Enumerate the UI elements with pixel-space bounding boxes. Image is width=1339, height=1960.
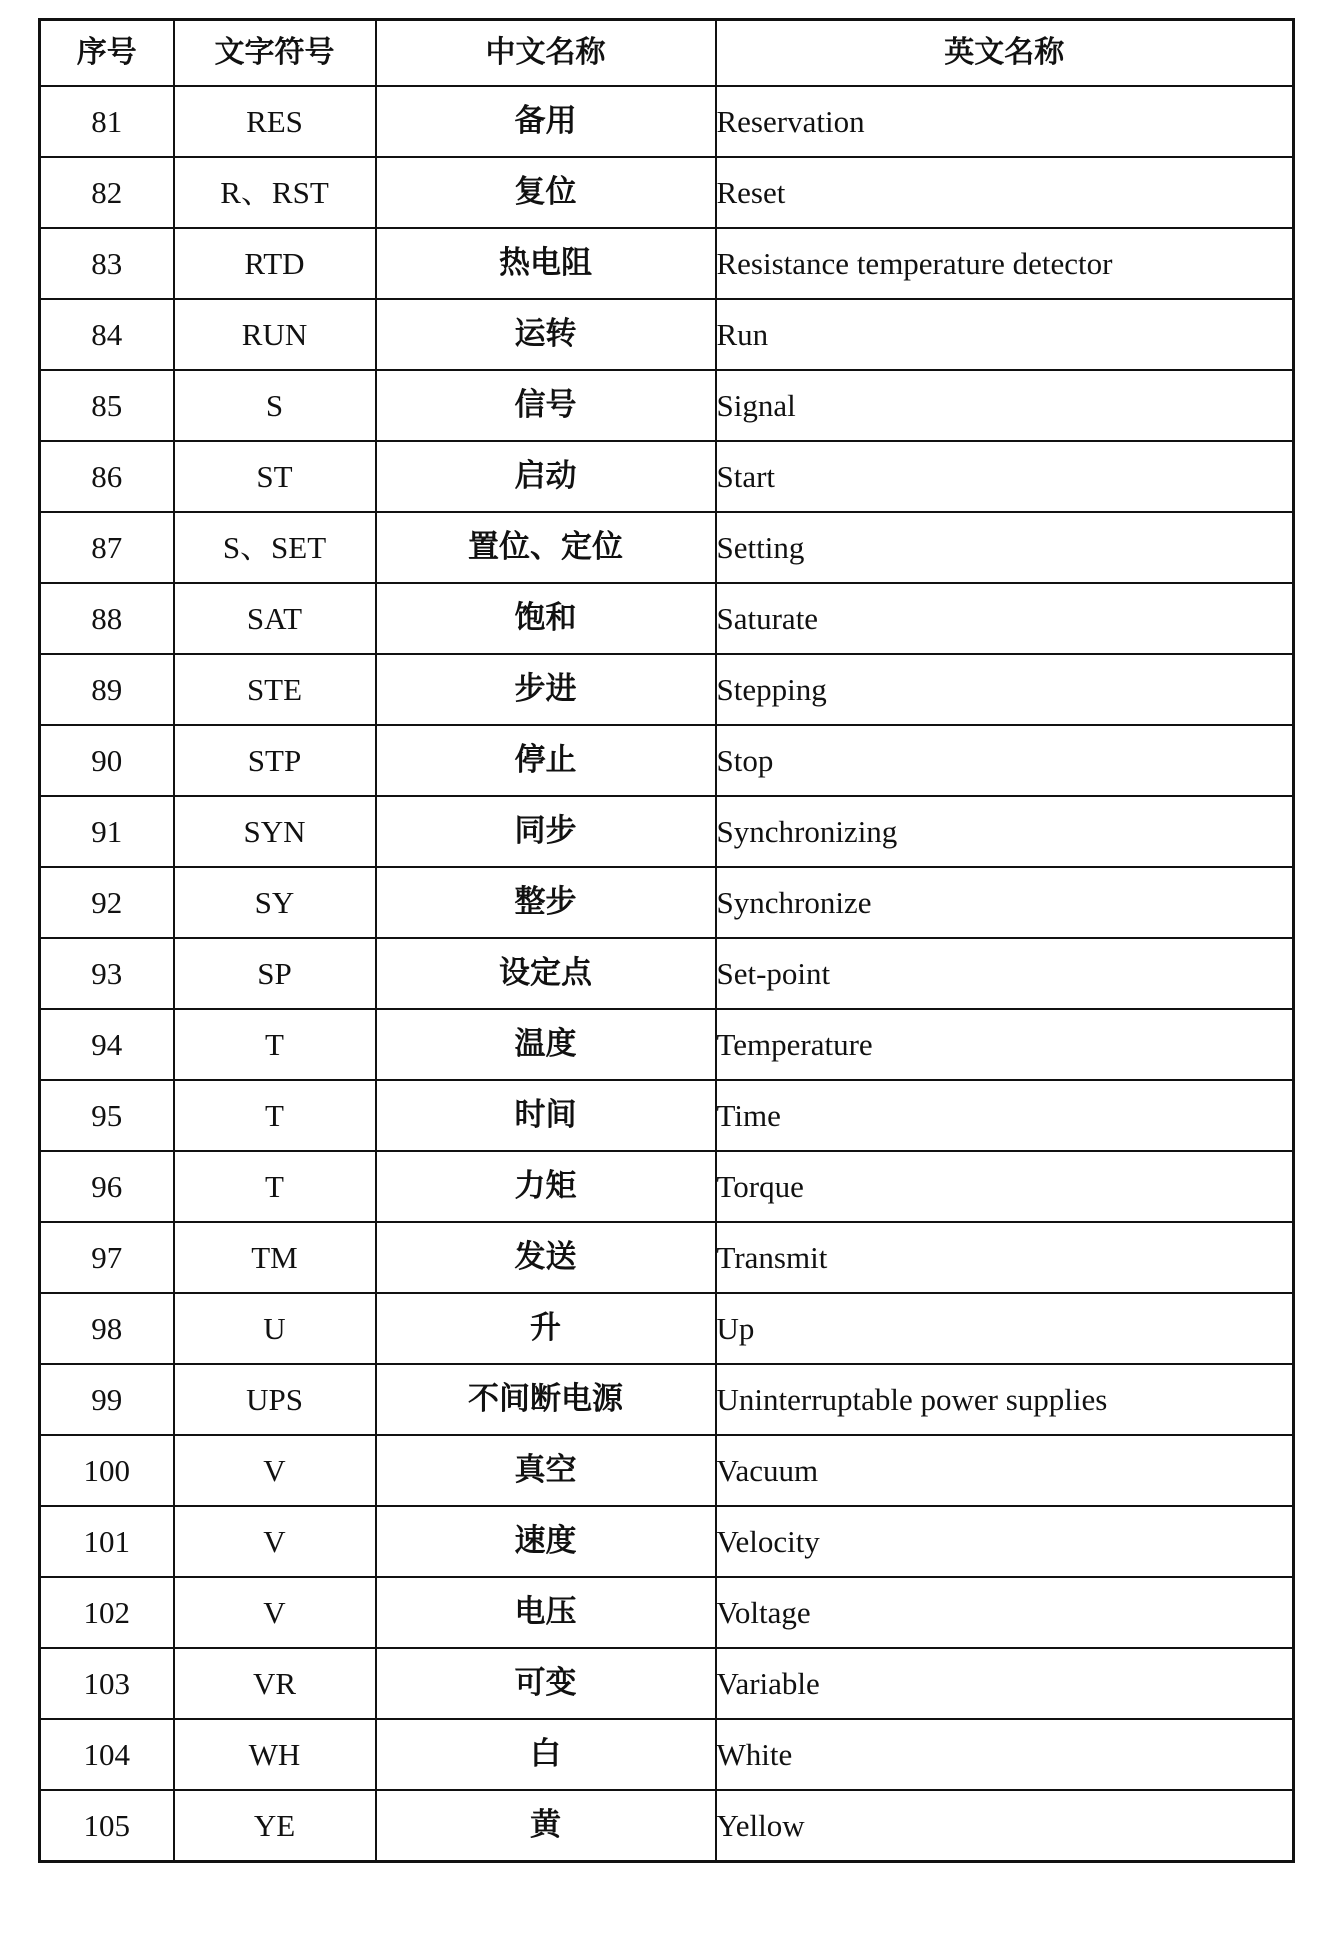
table-row xyxy=(40,157,1294,228)
table-row xyxy=(40,1648,1294,1719)
header-symbol: 文字符号 xyxy=(174,20,376,87)
table-row xyxy=(40,1009,1294,1080)
cell-chinese-name: 热电阻 xyxy=(376,228,716,299)
cell-symbol: RUN xyxy=(174,299,376,370)
table-row xyxy=(40,725,1294,796)
cell-english-name: Set-point xyxy=(716,938,1294,1009)
cell-english-name: Setting xyxy=(716,512,1294,583)
cell-symbol: V xyxy=(174,1577,376,1648)
cell-chinese-name: 时间 xyxy=(376,1080,716,1151)
symbol-table xyxy=(38,18,1295,1863)
cell-symbol: SP xyxy=(174,938,376,1009)
cell-no: 94 xyxy=(40,1009,174,1080)
cell-symbol: SY xyxy=(174,867,376,938)
cell-no: 82 xyxy=(40,157,174,228)
table-row xyxy=(40,654,1294,725)
table-row xyxy=(40,796,1294,867)
cell-english-name: Vacuum xyxy=(716,1435,1294,1506)
table-row xyxy=(40,512,1294,583)
cell-chinese-name: 备用 xyxy=(376,86,716,157)
document-page xyxy=(38,18,1292,1863)
cell-english-name: Stepping xyxy=(716,654,1294,725)
cell-chinese-name: 发送 xyxy=(376,1222,716,1293)
cell-no: 92 xyxy=(40,867,174,938)
cell-symbol: V xyxy=(174,1435,376,1506)
cell-chinese-name: 白 xyxy=(376,1719,716,1790)
cell-chinese-name: 停止 xyxy=(376,725,716,796)
cell-no: 95 xyxy=(40,1080,174,1151)
cell-no: 87 xyxy=(40,512,174,583)
cell-no: 81 xyxy=(40,86,174,157)
cell-english-name: Temperature xyxy=(716,1009,1294,1080)
cell-english-name: Uninterruptable power supplies xyxy=(716,1364,1294,1435)
cell-no: 88 xyxy=(40,583,174,654)
cell-english-name: Synchronizing xyxy=(716,796,1294,867)
cell-symbol: TM xyxy=(174,1222,376,1293)
cell-symbol: WH xyxy=(174,1719,376,1790)
table-row xyxy=(40,1364,1294,1435)
cell-chinese-name: 黄 xyxy=(376,1790,716,1862)
table-row xyxy=(40,299,1294,370)
cell-no: 102 xyxy=(40,1577,174,1648)
cell-symbol: SAT xyxy=(174,583,376,654)
cell-english-name: Variable xyxy=(716,1648,1294,1719)
cell-chinese-name: 同步 xyxy=(376,796,716,867)
cell-english-name: Start xyxy=(716,441,1294,512)
cell-chinese-name: 饱和 xyxy=(376,583,716,654)
cell-english-name: Signal xyxy=(716,370,1294,441)
cell-symbol: R、RST xyxy=(174,157,376,228)
cell-no: 96 xyxy=(40,1151,174,1222)
cell-no: 101 xyxy=(40,1506,174,1577)
cell-no: 85 xyxy=(40,370,174,441)
cell-no: 90 xyxy=(40,725,174,796)
cell-symbol: RTD xyxy=(174,228,376,299)
table-row xyxy=(40,867,1294,938)
table-row xyxy=(40,1790,1294,1862)
cell-chinese-name: 不间断电源 xyxy=(376,1364,716,1435)
cell-no: 105 xyxy=(40,1790,174,1862)
cell-symbol: S xyxy=(174,370,376,441)
cell-english-name: Reservation xyxy=(716,86,1294,157)
cell-english-name: Time xyxy=(716,1080,1294,1151)
cell-chinese-name: 真空 xyxy=(376,1435,716,1506)
cell-no: 98 xyxy=(40,1293,174,1364)
cell-english-name: Run xyxy=(716,299,1294,370)
table-row xyxy=(40,1222,1294,1293)
table-row xyxy=(40,1080,1294,1151)
cell-english-name: Velocity xyxy=(716,1506,1294,1577)
cell-no: 93 xyxy=(40,938,174,1009)
cell-chinese-name: 电压 xyxy=(376,1577,716,1648)
cell-english-name: Voltage xyxy=(716,1577,1294,1648)
cell-chinese-name: 运转 xyxy=(376,299,716,370)
cell-english-name: Transmit xyxy=(716,1222,1294,1293)
cell-chinese-name: 可变 xyxy=(376,1648,716,1719)
cell-symbol: STP xyxy=(174,725,376,796)
cell-english-name: White xyxy=(716,1719,1294,1790)
table-row xyxy=(40,441,1294,512)
table-row xyxy=(40,1577,1294,1648)
table-row xyxy=(40,1151,1294,1222)
cell-chinese-name: 力矩 xyxy=(376,1151,716,1222)
header-row xyxy=(40,20,1294,87)
table-row xyxy=(40,1719,1294,1790)
cell-chinese-name: 温度 xyxy=(376,1009,716,1080)
table-header xyxy=(40,20,1294,87)
cell-symbol: VR xyxy=(174,1648,376,1719)
cell-chinese-name: 整步 xyxy=(376,867,716,938)
cell-no: 84 xyxy=(40,299,174,370)
cell-symbol: YE xyxy=(174,1790,376,1862)
cell-symbol: U xyxy=(174,1293,376,1364)
table-row xyxy=(40,1293,1294,1364)
cell-english-name: Yellow xyxy=(716,1790,1294,1862)
cell-symbol: STE xyxy=(174,654,376,725)
cell-english-name: Stop xyxy=(716,725,1294,796)
cell-english-name: Torque xyxy=(716,1151,1294,1222)
table-row xyxy=(40,1435,1294,1506)
cell-english-name: Up xyxy=(716,1293,1294,1364)
table-row xyxy=(40,1506,1294,1577)
cell-chinese-name: 设定点 xyxy=(376,938,716,1009)
cell-symbol: T xyxy=(174,1151,376,1222)
cell-symbol: S、SET xyxy=(174,512,376,583)
cell-symbol: RES xyxy=(174,86,376,157)
cell-chinese-name: 步进 xyxy=(376,654,716,725)
header-no: 序号 xyxy=(40,20,174,87)
cell-english-name: Synchronize xyxy=(716,867,1294,938)
cell-symbol: T xyxy=(174,1009,376,1080)
cell-no: 100 xyxy=(40,1435,174,1506)
table-row xyxy=(40,228,1294,299)
cell-no: 97 xyxy=(40,1222,174,1293)
cell-english-name: Resistance temperature detector xyxy=(716,228,1294,299)
cell-chinese-name: 信号 xyxy=(376,370,716,441)
cell-english-name: Reset xyxy=(716,157,1294,228)
cell-english-name: Saturate xyxy=(716,583,1294,654)
cell-no: 89 xyxy=(40,654,174,725)
cell-chinese-name: 启动 xyxy=(376,441,716,512)
cell-symbol: SYN xyxy=(174,796,376,867)
cell-chinese-name: 升 xyxy=(376,1293,716,1364)
cell-chinese-name: 速度 xyxy=(376,1506,716,1577)
cell-chinese-name: 复位 xyxy=(376,157,716,228)
cell-no: 103 xyxy=(40,1648,174,1719)
table-row xyxy=(40,370,1294,441)
cell-no: 99 xyxy=(40,1364,174,1435)
header-chinese-name: 中文名称 xyxy=(376,20,716,87)
header-english-name: 英文名称 xyxy=(716,20,1294,87)
table-row xyxy=(40,583,1294,654)
table-body xyxy=(40,86,1294,1862)
cell-no: 91 xyxy=(40,796,174,867)
cell-chinese-name: 置位、定位 xyxy=(376,512,716,583)
cell-symbol: V xyxy=(174,1506,376,1577)
cell-no: 104 xyxy=(40,1719,174,1790)
table-row xyxy=(40,86,1294,157)
cell-symbol: ST xyxy=(174,441,376,512)
cell-symbol: T xyxy=(174,1080,376,1151)
cell-no: 86 xyxy=(40,441,174,512)
cell-symbol: UPS xyxy=(174,1364,376,1435)
table-row xyxy=(40,938,1294,1009)
cell-no: 83 xyxy=(40,228,174,299)
